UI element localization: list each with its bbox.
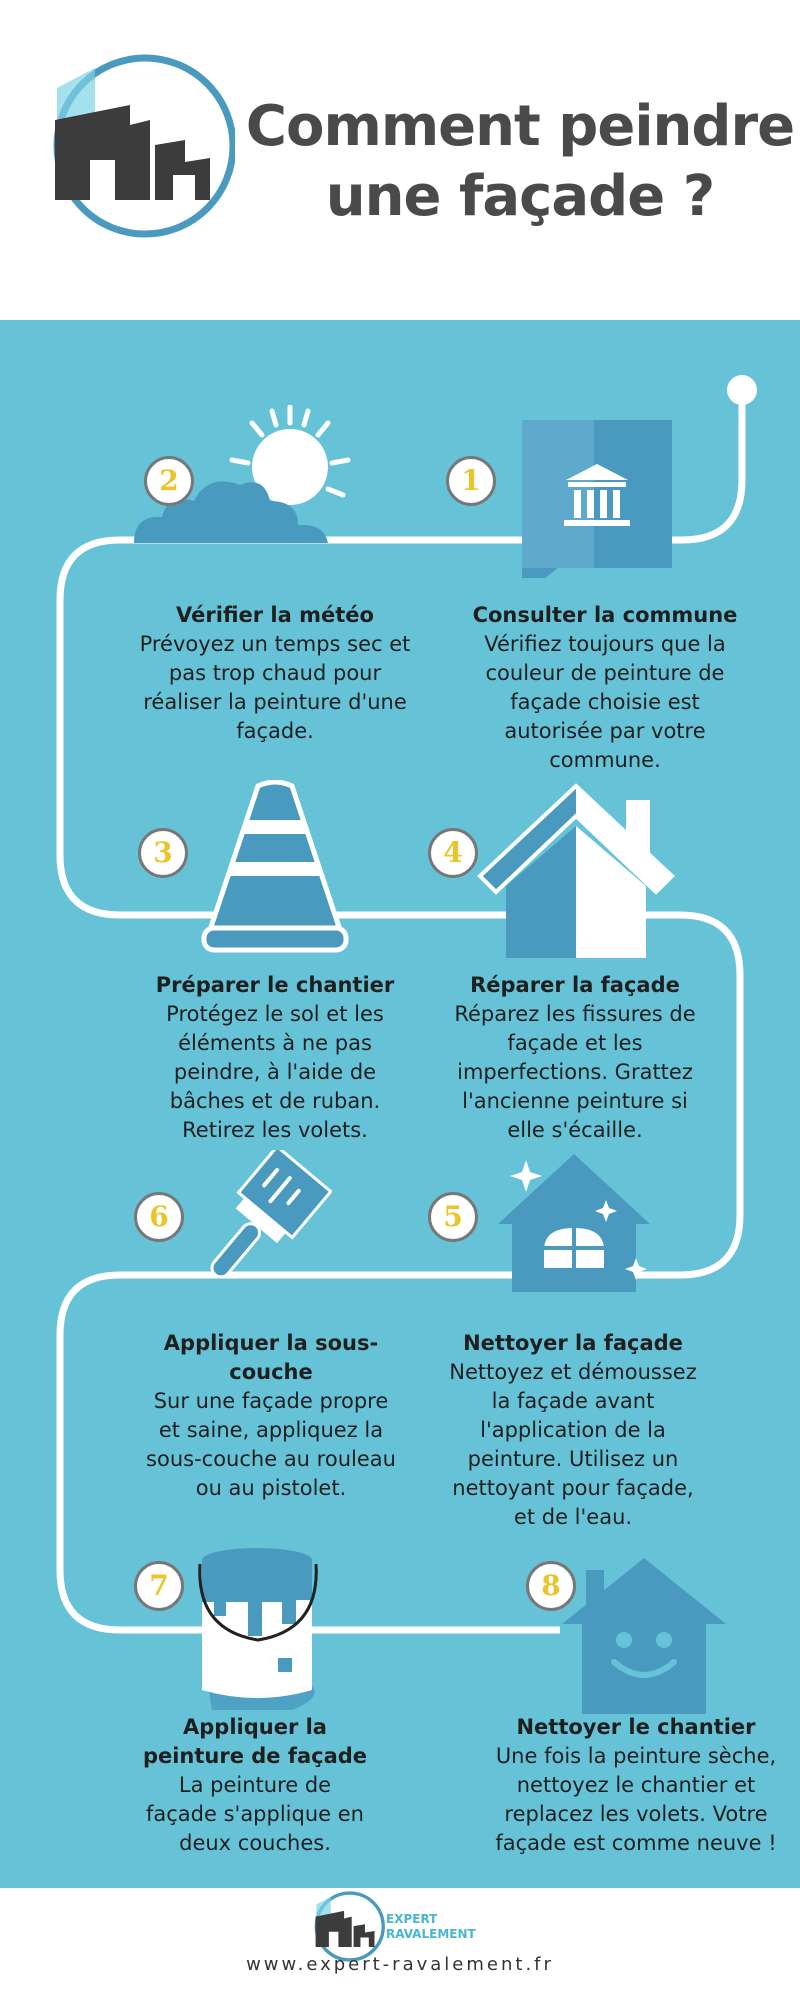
step-3-line: peindre, à l'aide de — [173, 1060, 377, 1084]
step-8-line: Une fois la peinture sèche, — [495, 1744, 777, 1768]
clean-house-icon — [486, 1140, 666, 1300]
step-7-title: peinture de façade — [142, 1744, 368, 1768]
step-4-line: imperfections. Grattez — [457, 1060, 693, 1084]
step-7-title: Appliquer la — [183, 1715, 327, 1739]
step-3-line: Protégez le sol et les — [166, 1002, 384, 1026]
step-1-number: 1 — [446, 456, 496, 506]
step-6-line: et saine, appliquez la — [158, 1418, 384, 1442]
traffic-cone-icon — [200, 780, 350, 960]
step-3-line: éléments à ne pas — [178, 1031, 372, 1055]
step-2-line: Prévoyez un temps sec et — [139, 632, 411, 656]
step-8-line: replacez les volets. Votre — [504, 1802, 768, 1826]
step-6-text — [116, 1329, 426, 1503]
step-3-number: 3 — [138, 828, 188, 878]
step-1-line: façade choisie est — [510, 690, 700, 714]
step-4-line: l'ancienne peinture si — [462, 1089, 688, 1113]
town-hall-icon — [518, 418, 678, 578]
step-7-line: deux couches. — [179, 1831, 331, 1855]
step-5-line: peinture. Utilisez un — [467, 1447, 679, 1471]
step-1-title: Consulter la commune — [472, 603, 738, 627]
step-2-title: Vérifier la météo — [176, 603, 374, 627]
step-8-text — [472, 1713, 800, 1858]
step-3-line: bâches et de ruban. — [169, 1089, 381, 1113]
step-2-text — [110, 601, 440, 746]
step-6-title: Appliquer la sous- — [163, 1331, 379, 1355]
step-3-text — [130, 971, 420, 1145]
step-1-line: Vérifiez toujours que la — [484, 632, 726, 656]
step-4-line: elle s'écaille. — [507, 1118, 643, 1142]
footer-brand — [386, 1912, 476, 1942]
smiling-house-icon — [556, 1556, 736, 1716]
step-1-line: couleur de peinture de — [485, 661, 725, 685]
step-6-line: ou au pistolet. — [195, 1476, 347, 1500]
step-7-line: La peinture de — [178, 1773, 332, 1797]
house-icon — [476, 780, 676, 970]
step-8-title: Nettoyer le chantier — [516, 1715, 756, 1739]
step-1-line: autorisée par votre — [504, 719, 706, 743]
step-5-line: et de l'eau. — [513, 1505, 633, 1529]
step-5-line: la façade avant — [491, 1389, 655, 1413]
step-6-line: sous-couche au rouleau — [146, 1447, 396, 1471]
step-5-number: 5 — [428, 1192, 478, 1242]
title-line-1: Comment peindre — [245, 94, 795, 159]
brand-line-2: RAVALEMENT — [386, 1927, 476, 1941]
step-4-text — [430, 971, 720, 1145]
step-4-line: façade et les — [507, 1031, 643, 1055]
step-5-text — [420, 1329, 726, 1532]
step-5-line: l'application de la — [480, 1418, 666, 1442]
step-8-line: nettoyez le chantier et — [516, 1773, 756, 1797]
step-2-line: façade. — [236, 719, 314, 743]
step-6-title: couche — [229, 1360, 313, 1384]
step-6-number: 6 — [134, 1192, 184, 1242]
step-7-line: façade s'applique en — [146, 1802, 364, 1826]
step-5-line: nettoyant pour façade, — [452, 1476, 694, 1500]
step-7-number: 7 — [134, 1561, 184, 1611]
step-2-line: pas trop chaud pour — [168, 661, 382, 685]
step-4-title: Réparer la façade — [470, 973, 680, 997]
step-4-line: Réparez les fissures de — [454, 1002, 696, 1026]
step-8-number: 8 — [526, 1561, 576, 1611]
footer-url[interactable]: www.expert-ravalement.fr — [246, 1954, 554, 1975]
step-3-title: Préparer le chantier — [155, 973, 395, 997]
step-1-line: commune. — [549, 748, 661, 772]
step-4-number: 4 — [428, 828, 478, 878]
step-6-line: Sur une façade propre — [153, 1389, 389, 1413]
step-8-line: façade est comme neuve ! — [495, 1831, 777, 1855]
step-3-line: Retirez les volets. — [182, 1118, 368, 1142]
paintbrush-icon — [182, 1150, 332, 1300]
step-7-text — [110, 1713, 400, 1858]
brand-line-1: EXPERT — [386, 1912, 438, 1926]
step-2-line: réaliser la peinture d'une — [143, 690, 407, 714]
paint-bucket-icon — [192, 1540, 352, 1710]
title-line-2: une façade ? — [325, 164, 715, 229]
step-5-line: Nettoyez et démoussez — [449, 1360, 697, 1384]
step-5-title: Nettoyer la façade — [463, 1331, 683, 1355]
step-1-text — [450, 601, 760, 775]
step-2-number: 2 — [144, 456, 194, 506]
